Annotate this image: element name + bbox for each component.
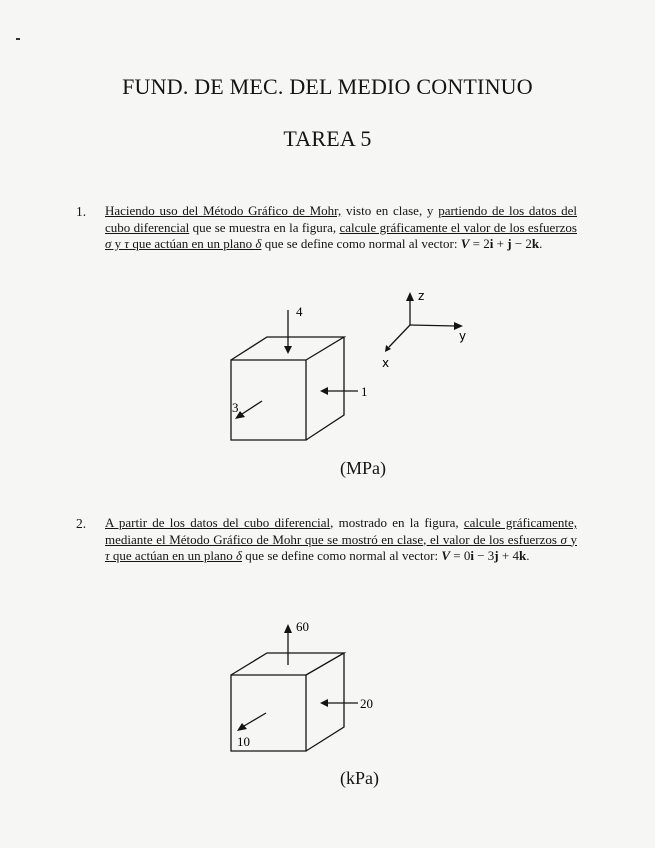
problem-2-text-part: calcule gráficamente, mediante el Método Gráfico de Mohr que se mostró en clase, el valor de los esfuerzos xyxy=(105,515,577,547)
problem-1-text-part: y xyxy=(111,236,125,251)
top-load-label: 60 xyxy=(296,619,309,634)
problem-2-text xyxy=(105,515,577,565)
right-load-label: 1 xyxy=(361,384,368,399)
problem-2-text-part: j xyxy=(494,548,499,563)
top-load-arrowhead xyxy=(284,346,292,354)
assignment-title: TAREA 5 xyxy=(283,126,372,151)
problem-2-text-part: δ xyxy=(236,548,243,563)
problem-1-text-part: que se muestra en la figura, xyxy=(189,219,340,235)
course-title: FUND. DE MEC. DEL MEDIO CONTINUO xyxy=(122,74,533,99)
problem-1-units: (MPa) xyxy=(340,458,386,478)
front-load-arrow-shaft xyxy=(244,713,266,726)
problem-1-text-part: + xyxy=(493,236,508,251)
axes-triad xyxy=(378,285,478,375)
problem-2-text-part: − 3 xyxy=(473,548,495,563)
problem-2-text-part: V xyxy=(441,548,450,563)
problem-2-text-part: y xyxy=(566,531,577,547)
problem-1-text-part: que se define como normal al vector: xyxy=(261,236,461,251)
problem-1-text-part: σ xyxy=(105,236,112,251)
cube-front-face xyxy=(231,360,306,440)
problem-1-text-part: = 2 xyxy=(469,236,490,251)
x-axis-line xyxy=(389,325,410,347)
problem-2-text-part: . xyxy=(526,548,530,563)
problem-1-text-part: Haciendo uso del Método Gráfico de Mohr, xyxy=(105,203,342,218)
problem-1-text-part: que actúan en un plano xyxy=(129,236,256,251)
scan-speck xyxy=(16,38,20,40)
problem-1-text-part: visto en clase, y xyxy=(341,203,439,218)
problem-2-text-part: σ xyxy=(560,531,567,547)
y-axis-line xyxy=(410,325,456,326)
right-load-arrowhead xyxy=(320,699,328,707)
problem-2-text-part: τ xyxy=(105,548,110,563)
front-load-label: 3 xyxy=(232,400,239,415)
top-load-arrowhead xyxy=(284,624,292,633)
z-axis-arrowhead xyxy=(406,292,414,301)
problem-2-text-part: que actúan en un plano xyxy=(109,548,236,563)
front-load-arrow-shaft xyxy=(242,401,262,414)
problem-1-text-part: calcule gráficamente el valor de los esfuerzos xyxy=(339,219,577,235)
problem-2-text-part: i xyxy=(470,548,474,563)
problem-1-text xyxy=(105,203,577,253)
problem-2-text-part: + 4 xyxy=(498,548,519,563)
problem-1-text-part: V xyxy=(460,236,470,251)
problem-2-text-part: A partir de los datos del cubo diferencial xyxy=(105,515,331,530)
top-load-label: 4 xyxy=(296,304,303,319)
problem-2-units: (kPa) xyxy=(340,768,379,788)
z-axis-label: z xyxy=(418,289,425,303)
problem-2-text-part: k xyxy=(518,548,527,563)
right-load-arrowhead xyxy=(320,387,328,395)
right-load-label: 20 xyxy=(360,696,373,711)
problem-1-cube-figure xyxy=(220,300,380,450)
front-load-label: 10 xyxy=(237,734,250,749)
problem-1-text-part: j xyxy=(507,236,512,251)
problem-1-text-part: τ xyxy=(124,236,130,251)
problem-1-text-part: k xyxy=(531,236,540,251)
problem-2-cube-figure xyxy=(220,615,390,755)
x-axis-label: x xyxy=(382,356,390,370)
problem-2-text-part: , mostrado en la figura, xyxy=(330,515,464,530)
problem-1-text-part: partiendo de los datos del cubo diferencial xyxy=(105,203,577,235)
front-load-arrowhead xyxy=(237,723,247,731)
problem-2-text-part: que se define como normal al vector: xyxy=(242,548,442,563)
problem-2-number: 2. xyxy=(76,516,87,531)
problem-1-number: 1. xyxy=(76,204,87,219)
problem-1-text-part: i xyxy=(489,236,494,251)
y-axis-label: y xyxy=(459,329,467,343)
problem-1-text-part: . xyxy=(539,236,543,251)
problem-1-text-part: δ xyxy=(255,236,262,251)
problem-1-text-part: − 2 xyxy=(511,236,532,251)
problem-2-text-part: = 0 xyxy=(449,548,471,563)
